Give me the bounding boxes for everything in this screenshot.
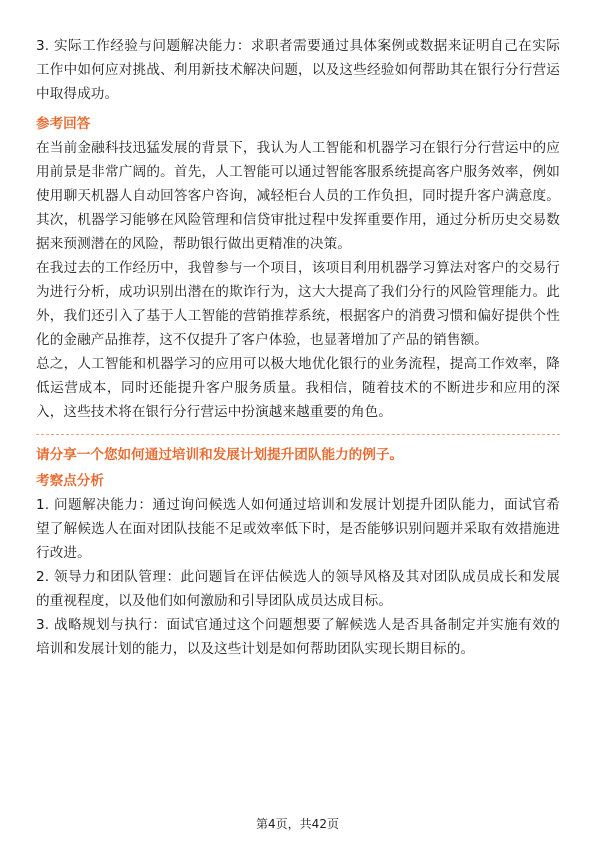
reference-answer-heading: 参考回答 [36, 116, 91, 132]
section-divider [36, 434, 560, 435]
analysis-point: 1. 问题解决能力：通过询问候选人如何通过培训和发展计划提升团队能力，面试官希望了解候选人在面对团队技能不足或效率低下时，是否能够识别问题并采取有效措施进行改进。 [36, 497, 560, 561]
analysis-point: 2. 领导力和团队管理：此问题旨在评估候选人的领导风格及其对团队成员成长和发展的重视程度，以及他们如何激励和引导团队成员达成目标。 [36, 569, 560, 609]
analysis-point: 3. 战略规划与执行：面试官通过这个问题想要了解候选人是否具备制定并实施有效的培训和发展计划的能力，以及这些计划是如何帮助团队实现长期目标的。 [36, 617, 560, 657]
answer-paragraph: 在我过去的工作经历中，我曾参与一个项目，该项目利用机器学习算法对客户的交易行为进行分析，成功识别出潜在的欺诈行为，这大大提高了我们分行的风险管理能力。此外，我们还引入了基于人工智能的营销推荐系统，根据客户的消费习惯和偏好提供个性化的金融产品推荐，这不仅提升了客户体验，也显著增加了产品的销售额。 [36, 260, 560, 348]
answer-paragraph: 总之，人工智能和机器学习的应用可以极大地优化银行的业务流程，提高工作效率，降低运营成本，同时还能提升客户服务质量。我相信，随着技术的不断进步和应用的深入，这些技术将在银行分行营运中扮演越来越重要的角色。 [36, 356, 560, 420]
answer-paragraph: 在当前金融科技迅猛发展的背景下，我认为人工智能和机器学习在银行分行营运中的应用前景是非常广阔的。首先，人工智能可以通过智能客服系统提高客户服务效率，例如使用聊天机器人自动回答客户咨询，减轻柜台人员的工作负担，同时提升客户满意度。其次，机器学习能够在风险管理和信贷审批过程中发挥重要作用，通过分析历史交易数据来预测潜在的风险，帮助银行做出更精准的决策。 [36, 140, 560, 252]
page-number: 第4页，共42页 [256, 817, 339, 831]
interview-question: 请分享一个您如何通过培训和发展计划提升团队能力的例子。 [36, 447, 404, 463]
evaluation-point-3: 3. 实际工作经验与问题解决能力：求职者需要通过具体案例或数据来证明自己在实际工作中如何应对挑战、利用新技术解决问题，以及这些经验如何帮助其在银行分行营运中取得成功。 [36, 38, 560, 102]
page-content [36, 34, 560, 661]
analysis-heading: 考察点分析 [36, 473, 104, 489]
